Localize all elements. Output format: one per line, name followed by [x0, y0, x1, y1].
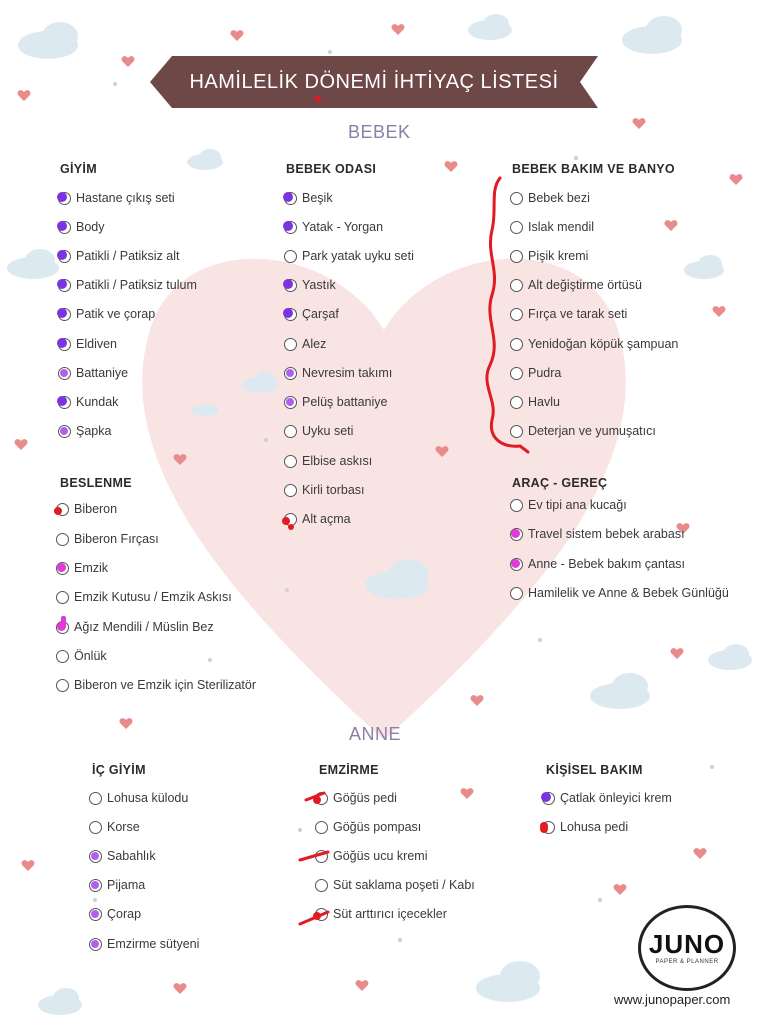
checkbox-circle[interactable]	[89, 879, 102, 892]
checklist-item[interactable]: Battaniye	[58, 364, 128, 382]
checklist-item[interactable]: Süt arttırıcı içecekler	[315, 905, 447, 923]
checklist-item[interactable]: Hastane çıkış seti	[58, 189, 175, 207]
website-link[interactable]: www.junopaper.com	[614, 992, 731, 1007]
category-emzirme: EMZİRME	[319, 763, 379, 777]
checklist-item[interactable]: Yastık	[284, 276, 336, 294]
checkbox-circle[interactable]	[510, 396, 523, 409]
checklist-item[interactable]: Park yatak uyku seti	[284, 247, 414, 265]
checklist-item[interactable]: Pelüş battaniye	[284, 393, 387, 411]
checklist-item[interactable]: Lohusa pedi	[542, 818, 628, 836]
checklist-item[interactable]: Yatak - Yorgan	[284, 218, 383, 236]
category-beslenme: BESLENME	[60, 476, 132, 490]
checklist-item[interactable]: Göğüs ucu kremi	[315, 847, 427, 865]
checkbox-circle[interactable]	[510, 367, 523, 380]
checklist-item[interactable]: Sabahlık	[89, 847, 156, 865]
checklist-item[interactable]: Pudra	[510, 364, 561, 382]
checklist-item[interactable]: Korse	[89, 818, 140, 836]
checklist-item[interactable]: Pişik kremi	[510, 247, 588, 265]
checklist-item[interactable]: Biberon ve Emzik için Sterilizatör	[56, 676, 256, 694]
small-heart-shape	[122, 56, 135, 67]
checkbox-circle[interactable]	[315, 792, 328, 805]
checklist-item[interactable]: Çorap	[89, 905, 141, 923]
small-heart-shape	[694, 848, 707, 859]
checklist-item[interactable]: Şapka	[58, 422, 111, 440]
checkbox-circle[interactable]	[56, 621, 69, 634]
checklist-item[interactable]: Patik ve çorap	[58, 305, 155, 323]
checkbox-circle[interactable]	[284, 192, 297, 205]
checklist-item[interactable]: Eldiven	[58, 335, 117, 353]
checkbox-circle[interactable]	[56, 503, 69, 516]
checklist-item[interactable]: Biberon	[56, 500, 117, 518]
checkbox-circle[interactable]	[58, 396, 71, 409]
checklist-item[interactable]: Patikli / Patiksiz tulum	[58, 276, 197, 294]
checkbox-circle[interactable]	[284, 425, 297, 438]
checkbox-circle[interactable]	[510, 279, 523, 292]
checkbox-circle[interactable]	[56, 591, 69, 604]
checklist-item[interactable]: Beşik	[284, 189, 333, 207]
checklist-item[interactable]: Kundak	[58, 393, 118, 411]
checklist-item[interactable]: Yenidoğan köpük şampuan	[510, 335, 678, 353]
checkbox-circle[interactable]	[58, 279, 71, 292]
category-giyim: GİYİM	[60, 162, 97, 176]
checkbox-circle[interactable]	[89, 792, 102, 805]
checkbox-circle[interactable]	[284, 396, 297, 409]
checklist-item[interactable]: Alt açma	[284, 510, 351, 528]
small-heart-shape	[471, 695, 484, 706]
checklist-item[interactable]: Deterjan ve yumuşatıcı	[510, 422, 656, 440]
checklist-item[interactable]: Uyku seti	[284, 422, 353, 440]
checkbox-circle[interactable]	[58, 221, 71, 234]
checkbox-circle[interactable]	[315, 908, 328, 921]
small-heart-shape	[22, 860, 35, 871]
checklist-item[interactable]: Bebek bezi	[510, 189, 590, 207]
checkbox-circle[interactable]	[89, 821, 102, 834]
small-heart-shape	[665, 220, 678, 231]
checkbox-circle[interactable]	[56, 679, 69, 692]
small-heart-shape	[713, 306, 726, 317]
checkbox-circle[interactable]	[58, 250, 71, 263]
checkbox-circle[interactable]	[284, 513, 297, 526]
checkbox-circle[interactable]	[510, 425, 523, 438]
checkbox-circle[interactable]	[89, 908, 102, 921]
checkbox-circle[interactable]	[510, 192, 523, 205]
checklist-item[interactable]: Anne - Bebek bakım çantası	[510, 555, 685, 573]
checkbox-circle[interactable]	[58, 192, 71, 205]
small-heart-shape	[231, 30, 244, 41]
checklist-item[interactable]: Kirli torbası	[284, 481, 365, 499]
checkbox-circle[interactable]	[58, 338, 71, 351]
juno-logo: JUNO PAPER & PLANNER	[638, 905, 736, 991]
small-heart-shape	[356, 980, 369, 991]
checklist-item[interactable]: Alez	[284, 335, 326, 353]
small-heart-shape	[392, 24, 405, 35]
category-bebek-odasi: BEBEK ODASI	[286, 162, 377, 176]
checklist-item[interactable]: Hamilelik ve Anne & Bebek Günlüğü	[510, 584, 729, 602]
checkbox-circle[interactable]	[510, 528, 523, 541]
checklist-item[interactable]: Çatlak önleyici krem	[542, 789, 672, 807]
checklist-item[interactable]: Göğüs pompası	[315, 818, 421, 836]
checkbox-circle[interactable]	[510, 221, 523, 234]
checkbox-circle[interactable]	[510, 250, 523, 263]
checklist-item[interactable]: Çarşaf	[284, 305, 339, 323]
checkbox-circle[interactable]	[284, 250, 297, 263]
checkbox-circle[interactable]	[284, 221, 297, 234]
page-title: HAMİLELİK DÖNEMİ İHTİYAÇ LİSTESİ	[189, 70, 559, 93]
small-heart-shape	[174, 983, 187, 994]
category-arac-gerec: ARAÇ - GEREÇ	[512, 476, 608, 490]
checklist-item[interactable]: Elbise askısı	[284, 452, 372, 470]
checklist-item[interactable]: Travel sistem bebek arabası	[510, 525, 685, 543]
checklist-item[interactable]: Emzirme sütyeni	[89, 935, 199, 953]
checkbox-circle[interactable]	[510, 587, 523, 600]
checklist-item[interactable]: Havlu	[510, 393, 560, 411]
checkbox-circle[interactable]	[89, 850, 102, 863]
small-heart-shape	[614, 884, 627, 895]
checkbox-circle[interactable]	[284, 338, 297, 351]
checklist-item[interactable]: Ev tipi ana kucağı	[510, 496, 627, 514]
checklist-item[interactable]: Body	[58, 218, 105, 236]
checklist-item[interactable]: Biberon Fırçası	[56, 530, 159, 548]
small-heart-shape	[120, 718, 133, 729]
category-ic-giyim: İÇ GİYİM	[92, 763, 146, 777]
checkbox-circle[interactable]	[58, 308, 71, 321]
checkbox-circle[interactable]	[315, 879, 328, 892]
checkbox-circle[interactable]	[284, 367, 297, 380]
checkbox-circle[interactable]	[89, 938, 102, 951]
checkbox-circle[interactable]	[284, 279, 297, 292]
checkbox-circle[interactable]	[510, 558, 523, 571]
checklist-item[interactable]: Pijama	[89, 876, 145, 894]
small-heart-shape	[18, 90, 31, 101]
checkbox-circle[interactable]	[58, 367, 71, 380]
checkbox-circle[interactable]	[56, 650, 69, 663]
checkbox-circle[interactable]	[56, 533, 69, 546]
small-heart-shape	[671, 648, 684, 659]
checklist-item[interactable]: Fırça ve tarak seti	[510, 305, 627, 323]
checklist-item[interactable]: Alt değiştirme örtüsü	[510, 276, 642, 294]
checkbox-circle[interactable]	[510, 499, 523, 512]
checkbox-circle[interactable]	[542, 792, 555, 805]
checklist-item[interactable]: Islak mendil	[510, 218, 594, 236]
checkbox-circle[interactable]	[284, 455, 297, 468]
small-heart-shape	[461, 788, 474, 799]
checklist-item[interactable]: Süt saklama poşeti / Kabı	[315, 876, 475, 894]
checklist-item[interactable]: Emzik Kutusu / Emzik Askısı	[56, 588, 232, 606]
checkbox-circle[interactable]	[510, 308, 523, 321]
checklist-item[interactable]: Önlük	[56, 647, 107, 665]
checkbox-circle[interactable]	[510, 338, 523, 351]
small-heart-shape	[445, 161, 458, 172]
checkbox-circle[interactable]	[284, 484, 297, 497]
small-heart-shape	[730, 174, 743, 185]
category-kisisel-bakim: KİŞİSEL BAKIM	[546, 763, 643, 777]
section-title-bebek: BEBEK	[348, 122, 411, 142]
checklist-item[interactable]: Patikli / Patiksiz alt	[58, 247, 180, 265]
checklist-item[interactable]: Nevresim takımı	[284, 364, 392, 382]
checklist-item[interactable]: Lohusa külodu	[89, 789, 188, 807]
category-bakim-banyo: BEBEK BAKIM VE BANYO	[512, 162, 675, 176]
section-title-anne: ANNE	[349, 724, 402, 744]
checklist-item[interactable]: Göğüs pedi	[315, 789, 397, 807]
small-heart-shape	[633, 118, 646, 129]
checkbox-circle[interactable]	[315, 850, 328, 863]
checklist-item[interactable]: Emzik	[56, 559, 108, 577]
checkbox-circle[interactable]	[58, 425, 71, 438]
cloud-shape	[191, 404, 219, 416]
checkbox-circle[interactable]	[542, 821, 555, 834]
checklist-item[interactable]: Ağız Mendili / Müslin Bez	[56, 618, 214, 636]
checkbox-circle[interactable]	[315, 821, 328, 834]
small-heart-shape	[15, 439, 28, 450]
checkbox-circle[interactable]	[56, 562, 69, 575]
checkbox-circle[interactable]	[284, 308, 297, 321]
